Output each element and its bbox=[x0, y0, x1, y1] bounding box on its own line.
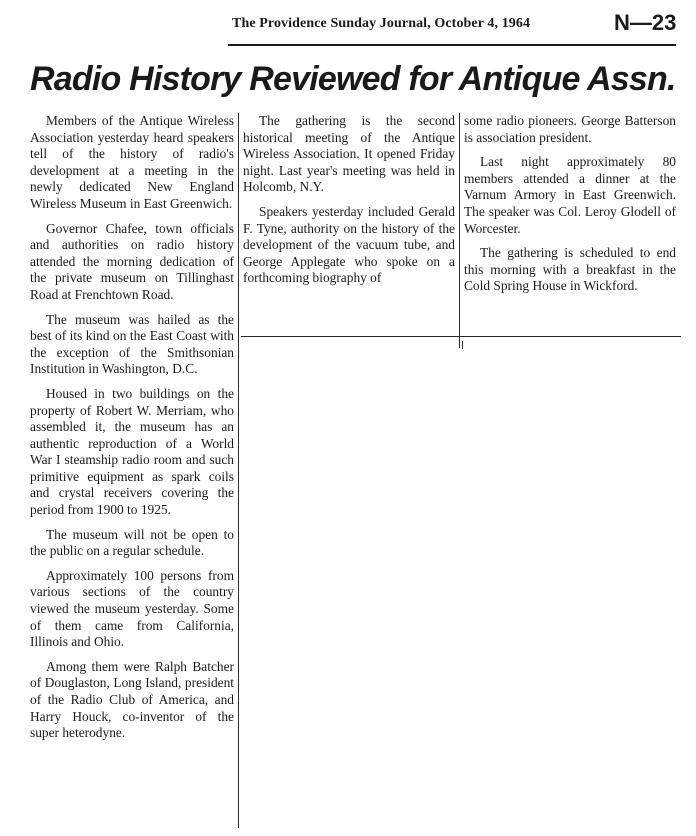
article-paragraph: Housed in two buildings on the property of Robert W. Merriam, who assembled it, the museum has an authentic reproduction of a World War I steamship radio room and such primitive equipment as spark coils and crystal receivers covering the period from 1900 to 1925. bbox=[30, 385, 234, 518]
article-paragraph: Members of the Antique Wireless Association yesterday heard speakers tell of the history of radio's development at a meeting in the newly dedicated New England Wireless Museum in East Greenwich. bbox=[30, 113, 234, 211]
header-rule bbox=[228, 44, 676, 46]
article-column-2 bbox=[243, 113, 455, 295]
column-end-rule bbox=[241, 336, 681, 337]
article-paragraph: Approximately 100 persons from various sections of the country viewed the museum yesterday. Some of them came from California, Illinois and Ohio. bbox=[30, 567, 234, 650]
article-paragraph: Speakers yesterday included Gerald F. Tyne, authority on the history of the development of the vacuum tube, and George Applegate who spoke on a forthcoming biography of bbox=[243, 203, 455, 286]
article-paragraph: Last night approximately 80 members attended a dinner at the Varnum Armory in East Greenwich. The speaker was Col. Leroy Glodell of Worcester. bbox=[464, 154, 676, 236]
article-column-1 bbox=[30, 113, 234, 750]
article-paragraph: The museum was hailed as the best of its kind on the East Coast with the exception of the Smithsonian Institution in Washington, D.C. bbox=[30, 311, 234, 377]
page-number: N—23 bbox=[614, 10, 677, 35]
column-divider bbox=[238, 113, 239, 828]
article-column-3 bbox=[464, 113, 676, 303]
article-paragraph: The museum will not be open to the public on a regular schedule. bbox=[30, 526, 234, 559]
column-divider bbox=[459, 113, 460, 348]
article-paragraph: The gathering is scheduled to end this morning with a breakfast in the Cold Spring House in Wickford. bbox=[464, 245, 676, 294]
article-paragraph: Governor Chafee, town officials and authorities on radio history attended the morning dedication of the private museum on Tillinghast Road at Frenchtown Road. bbox=[30, 220, 234, 302]
newspaper-dateline: The Providence Sunday Journal, October 4, 1964 bbox=[232, 16, 531, 31]
article-paragraph: some radio pioneers. George Batterson is association president. bbox=[464, 113, 676, 145]
article-paragraph: Among them were Ralph Batcher of Douglaston, Long Island, president of the Radio Club of America, and Harry Houck, co-inventor of the super heterodyne. bbox=[30, 658, 234, 741]
article-paragraph: The gathering is the second historical meeting of the Antique Wireless Association. It opened Friday night. Last year's meeting was held in Holcomb, N.Y. bbox=[243, 113, 455, 195]
page-header bbox=[0, 0, 696, 50]
column-end-tick bbox=[462, 341, 463, 349]
article-headline: Radio History Reviewed for Antique Assn. bbox=[30, 60, 676, 98]
